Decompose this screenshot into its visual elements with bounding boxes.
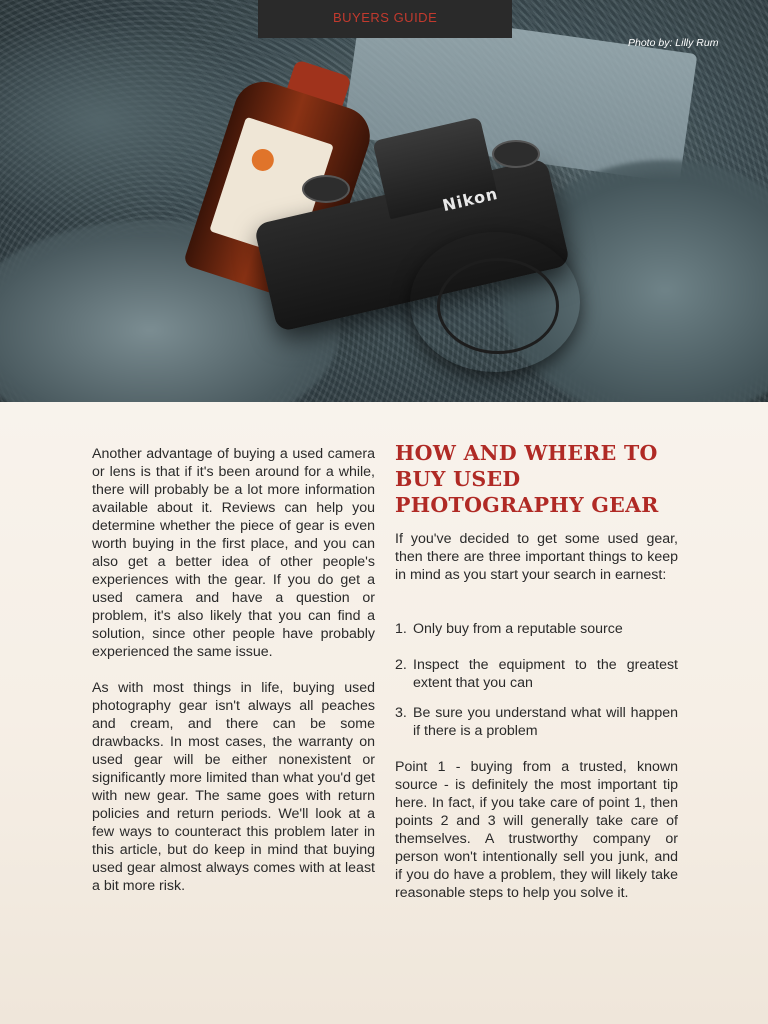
camera-brand-logo: Nikon: [440, 183, 500, 216]
body-paragraph: Another advantage of buying a used camera or lens is that if it's been around for a while, there will probably be a lot more information available about it. Reviews can help you determine whether the piece of gear is even worth buying in the first place, and you can also get a better idea of other people's experiences with the gear. If you do get a used camera and have a question or problem, it's also likely that you can find a solution, since other people have probably experienced the same issue.: [92, 446, 375, 660]
list-number: 2.: [395, 657, 407, 673]
list-item: [395, 656, 678, 692]
list-text: Only buy from a reputable source: [413, 621, 623, 637]
list-text: Be sure you understand what will happen if there is a problem: [413, 705, 678, 739]
photo-credit: Photo by: Lilly Rum: [628, 37, 719, 49]
list-item: [395, 620, 678, 638]
list-number: 1.: [395, 621, 407, 637]
body-paragraph: Point 1 - buying from a trusted, known source - is definitely the most important tip here. In fact, if you take care of point 1, then points 2 and 3 will generally take care of themselves. A trustworthy company or person won't intentionally sell you junk, and if you do have a problem, they will likely take reasonable steps to help you solve it.: [395, 759, 678, 901]
list-text: Inspect the equipment to the greatest extent that you can: [413, 657, 678, 691]
list-item: [395, 704, 678, 740]
film-camera: [262, 120, 592, 370]
list-number: 3.: [395, 705, 407, 721]
article-right-column: [395, 440, 678, 902]
camera-dial: [492, 140, 540, 168]
article-left-column: [92, 445, 375, 895]
section-tab-label: BUYERS GUIDE: [333, 10, 438, 25]
hero-photo: [0, 0, 768, 402]
intro-paragraph: If you've decided to get some used gear, then there are three important things to keep in mind as you start your search in earnest:: [395, 531, 678, 583]
lens-ring: [437, 258, 559, 354]
section-heading: HOW AND WHERE TO BUY USED PHOTOGRAPHY GEAR: [395, 441, 659, 517]
camera-dial: [302, 175, 350, 203]
body-paragraph: As with most things in life, buying used photography gear isn't always all peaches and cream, and there can be some drawbacks. In most cases, the warranty on used gear will be either nonexistent or significantly more limited than what you'd get with new gear. The same goes with return policies and return periods. We'll look at a few ways to counteract this problem later in this article, but do keep in mind that buying used gear almost always comes with at least a bit more risk.: [92, 680, 375, 894]
